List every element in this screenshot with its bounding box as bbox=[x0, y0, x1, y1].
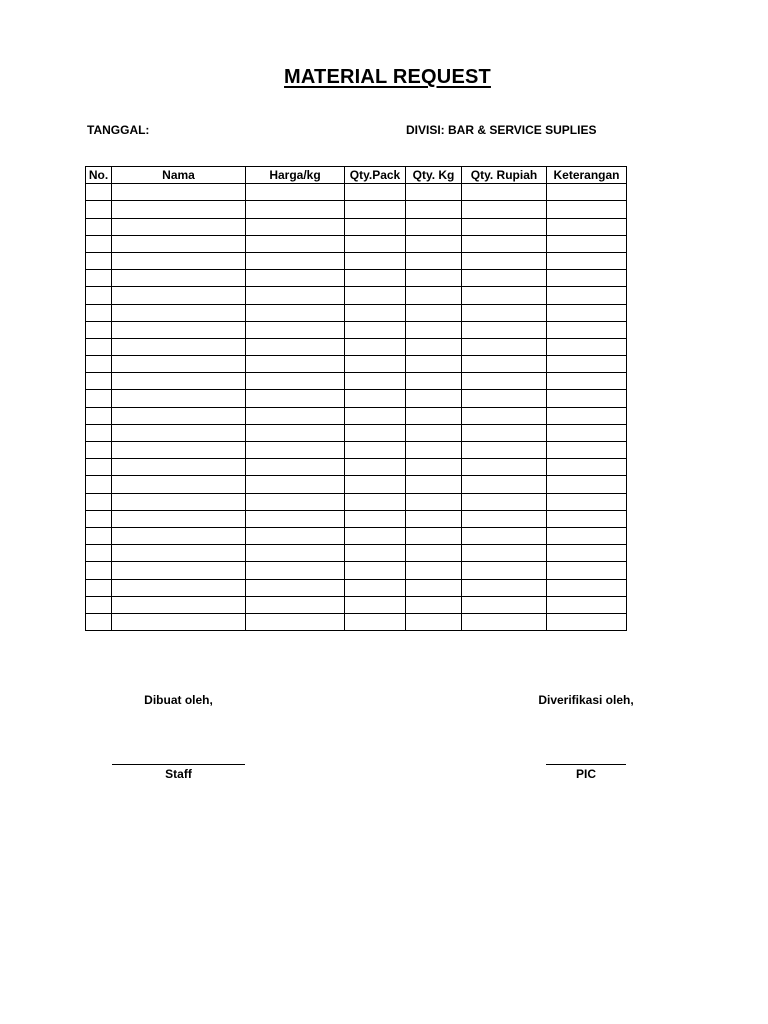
table-cell bbox=[547, 424, 627, 441]
table-cell bbox=[547, 459, 627, 476]
table-row bbox=[86, 510, 627, 527]
table-header bbox=[86, 167, 627, 184]
table-cell bbox=[547, 510, 627, 527]
table-cell bbox=[345, 338, 406, 355]
table-cell bbox=[246, 356, 345, 373]
table-cell bbox=[406, 407, 462, 424]
table-row bbox=[86, 321, 627, 338]
table-cell bbox=[246, 510, 345, 527]
table-cell bbox=[86, 287, 112, 304]
table-row bbox=[86, 424, 627, 441]
table-cell bbox=[547, 562, 627, 579]
table-cell bbox=[86, 184, 112, 201]
table-row bbox=[86, 493, 627, 510]
table-cell bbox=[345, 424, 406, 441]
table-cell bbox=[406, 270, 462, 287]
table-cell bbox=[547, 201, 627, 218]
table-cell bbox=[406, 493, 462, 510]
table-cell bbox=[462, 304, 547, 321]
table-cell bbox=[86, 562, 112, 579]
table-cell bbox=[345, 235, 406, 252]
table-cell bbox=[547, 184, 627, 201]
table-row bbox=[86, 201, 627, 218]
table-cell bbox=[406, 218, 462, 235]
table-cell bbox=[345, 390, 406, 407]
table-cell bbox=[547, 596, 627, 613]
table-cell bbox=[462, 527, 547, 544]
table-cell bbox=[112, 338, 246, 355]
table-cell bbox=[462, 235, 547, 252]
table-cell bbox=[345, 596, 406, 613]
table-cell bbox=[345, 201, 406, 218]
table-cell bbox=[246, 424, 345, 441]
table-cell bbox=[547, 218, 627, 235]
table-cell bbox=[86, 356, 112, 373]
table-row bbox=[86, 579, 627, 596]
table-cell bbox=[86, 459, 112, 476]
header-row bbox=[86, 167, 627, 184]
column-header-qty-rupiah: Qty. Rupiah bbox=[462, 167, 547, 184]
table-cell bbox=[406, 613, 462, 630]
table-cell bbox=[345, 321, 406, 338]
table-cell bbox=[406, 596, 462, 613]
table-cell bbox=[112, 476, 246, 493]
table-cell bbox=[246, 184, 345, 201]
table-cell bbox=[112, 373, 246, 390]
table-cell bbox=[246, 476, 345, 493]
table-row bbox=[86, 373, 627, 390]
table-cell bbox=[246, 442, 345, 459]
table-cell bbox=[246, 201, 345, 218]
table-cell bbox=[246, 287, 345, 304]
table-cell bbox=[86, 218, 112, 235]
table-row bbox=[86, 184, 627, 201]
table-cell bbox=[462, 596, 547, 613]
table-cell bbox=[462, 476, 547, 493]
table-cell bbox=[547, 373, 627, 390]
table-row bbox=[86, 476, 627, 493]
staff-signature-line bbox=[112, 764, 245, 765]
table-cell bbox=[462, 270, 547, 287]
column-header-no: No. bbox=[86, 167, 112, 184]
table-row bbox=[86, 527, 627, 544]
table-row bbox=[86, 270, 627, 287]
table-cell bbox=[86, 270, 112, 287]
table-cell bbox=[345, 476, 406, 493]
table-cell bbox=[86, 321, 112, 338]
table-row bbox=[86, 356, 627, 373]
table-row bbox=[86, 545, 627, 562]
table-cell bbox=[462, 338, 547, 355]
table-cell bbox=[86, 390, 112, 407]
table-cell bbox=[547, 287, 627, 304]
pic-signature-line bbox=[546, 764, 626, 765]
table-cell bbox=[86, 579, 112, 596]
table-cell bbox=[406, 527, 462, 544]
table-cell bbox=[345, 184, 406, 201]
table-cell bbox=[112, 287, 246, 304]
table-cell bbox=[345, 527, 406, 544]
table-cell bbox=[112, 527, 246, 544]
table-cell bbox=[345, 304, 406, 321]
table-cell bbox=[246, 373, 345, 390]
table-cell bbox=[112, 407, 246, 424]
table-cell bbox=[462, 373, 547, 390]
column-header-keterangan: Keterangan bbox=[547, 167, 627, 184]
table-cell bbox=[112, 579, 246, 596]
table-cell bbox=[406, 476, 462, 493]
column-header-nama: Nama bbox=[112, 167, 246, 184]
table-row bbox=[86, 235, 627, 252]
table-cell bbox=[112, 545, 246, 562]
page-title: MATERIAL REQUEST bbox=[284, 66, 491, 88]
table-cell bbox=[345, 579, 406, 596]
table-cell bbox=[547, 493, 627, 510]
table-cell bbox=[462, 407, 547, 424]
table-cell bbox=[112, 201, 246, 218]
table-cell bbox=[406, 510, 462, 527]
table-row bbox=[86, 287, 627, 304]
table-cell bbox=[462, 184, 547, 201]
table-cell bbox=[462, 287, 547, 304]
table-cell bbox=[112, 442, 246, 459]
table-cell bbox=[86, 596, 112, 613]
column-header-qty-kg: Qty. Kg bbox=[406, 167, 462, 184]
table-cell bbox=[246, 579, 345, 596]
table-cell bbox=[246, 613, 345, 630]
table-cell bbox=[547, 476, 627, 493]
table-cell bbox=[462, 321, 547, 338]
table-cell bbox=[345, 270, 406, 287]
table-cell bbox=[86, 373, 112, 390]
table-cell bbox=[406, 442, 462, 459]
table-cell bbox=[86, 407, 112, 424]
table-cell bbox=[406, 390, 462, 407]
table-cell bbox=[406, 287, 462, 304]
table-cell bbox=[345, 493, 406, 510]
table-cell bbox=[406, 201, 462, 218]
table-cell bbox=[547, 613, 627, 630]
table-cell bbox=[246, 459, 345, 476]
table-cell bbox=[112, 252, 246, 269]
table-cell bbox=[246, 218, 345, 235]
table-cell bbox=[345, 442, 406, 459]
table-cell bbox=[112, 321, 246, 338]
table-cell bbox=[345, 510, 406, 527]
table-cell bbox=[86, 545, 112, 562]
table-cell bbox=[112, 270, 246, 287]
pic-role-label: PIC bbox=[575, 767, 596, 781]
table-cell bbox=[462, 201, 547, 218]
table-cell bbox=[86, 442, 112, 459]
table-cell bbox=[246, 407, 345, 424]
table-cell bbox=[86, 201, 112, 218]
table-cell bbox=[406, 545, 462, 562]
table-cell bbox=[462, 545, 547, 562]
tanggal-label: TANGGAL: bbox=[87, 123, 150, 137]
table-cell bbox=[86, 493, 112, 510]
table-cell bbox=[345, 407, 406, 424]
table-cell bbox=[406, 321, 462, 338]
table-cell bbox=[406, 184, 462, 201]
table-cell bbox=[112, 184, 246, 201]
table-cell bbox=[547, 252, 627, 269]
table-cell bbox=[345, 373, 406, 390]
table-cell bbox=[246, 304, 345, 321]
table-cell bbox=[86, 424, 112, 441]
table-row bbox=[86, 252, 627, 269]
table-cell bbox=[547, 338, 627, 355]
table-cell bbox=[547, 356, 627, 373]
table-cell bbox=[547, 527, 627, 544]
table-cell bbox=[112, 304, 246, 321]
table-cell bbox=[112, 218, 246, 235]
table-cell bbox=[462, 442, 547, 459]
table-cell bbox=[462, 356, 547, 373]
table-cell bbox=[112, 459, 246, 476]
table-row bbox=[86, 562, 627, 579]
table-cell bbox=[462, 390, 547, 407]
table-row bbox=[86, 304, 627, 321]
table-cell bbox=[246, 235, 345, 252]
table-cell bbox=[462, 459, 547, 476]
table-cell bbox=[462, 252, 547, 269]
table-cell bbox=[547, 442, 627, 459]
table-cell bbox=[462, 424, 547, 441]
table-cell bbox=[86, 510, 112, 527]
table-cell bbox=[462, 493, 547, 510]
table-cell bbox=[462, 218, 547, 235]
table-cell bbox=[547, 321, 627, 338]
table-cell bbox=[86, 235, 112, 252]
table-cell bbox=[345, 613, 406, 630]
table-cell bbox=[112, 596, 246, 613]
table-cell bbox=[406, 338, 462, 355]
table-cell bbox=[86, 304, 112, 321]
table-cell bbox=[86, 613, 112, 630]
table-cell bbox=[406, 459, 462, 476]
table-cell bbox=[246, 545, 345, 562]
table-cell bbox=[547, 579, 627, 596]
table-cell bbox=[462, 579, 547, 596]
divisi-label: DIVISI: BAR & SERVICE SUPLIES bbox=[406, 123, 597, 137]
table-cell bbox=[112, 390, 246, 407]
table-cell bbox=[86, 476, 112, 493]
table-cell bbox=[86, 527, 112, 544]
table-cell bbox=[246, 596, 345, 613]
table-cell bbox=[246, 390, 345, 407]
table-row bbox=[86, 390, 627, 407]
table-cell bbox=[246, 493, 345, 510]
table-cell bbox=[86, 252, 112, 269]
table-cell bbox=[547, 235, 627, 252]
table-cell bbox=[112, 235, 246, 252]
dibuat-oleh-label: Dibuat oleh, bbox=[144, 693, 213, 707]
table-cell bbox=[406, 235, 462, 252]
table-cell bbox=[547, 304, 627, 321]
table-cell bbox=[246, 270, 345, 287]
table-cell bbox=[406, 356, 462, 373]
table-cell bbox=[246, 252, 345, 269]
table-cell bbox=[246, 562, 345, 579]
table-cell bbox=[345, 459, 406, 476]
column-header-qty-pack: Qty.Pack bbox=[345, 167, 406, 184]
table-cell bbox=[345, 218, 406, 235]
table-row bbox=[86, 218, 627, 235]
table-cell bbox=[406, 424, 462, 441]
table-cell bbox=[547, 390, 627, 407]
table-cell bbox=[112, 613, 246, 630]
table-cell bbox=[86, 338, 112, 355]
table-cell bbox=[112, 356, 246, 373]
table-cell bbox=[112, 493, 246, 510]
table-cell bbox=[246, 338, 345, 355]
table-cell bbox=[547, 545, 627, 562]
table-cell bbox=[406, 562, 462, 579]
table-cell bbox=[406, 304, 462, 321]
table-row bbox=[86, 613, 627, 630]
table-cell bbox=[112, 562, 246, 579]
table-row bbox=[86, 596, 627, 613]
table-cell bbox=[112, 510, 246, 527]
table-row bbox=[86, 407, 627, 424]
table-cell bbox=[246, 527, 345, 544]
table-cell bbox=[345, 562, 406, 579]
material-request-table bbox=[85, 166, 627, 631]
table-row bbox=[86, 442, 627, 459]
table-cell bbox=[246, 321, 345, 338]
table-cell bbox=[345, 252, 406, 269]
table-row bbox=[86, 338, 627, 355]
table-cell bbox=[547, 407, 627, 424]
table-cell bbox=[547, 270, 627, 287]
table-cell bbox=[462, 562, 547, 579]
table-cell bbox=[406, 252, 462, 269]
diverifikasi-oleh-label: Diverifikasi oleh, bbox=[538, 693, 634, 707]
table-cell bbox=[112, 424, 246, 441]
table-cell bbox=[345, 287, 406, 304]
table-cell bbox=[406, 579, 462, 596]
table-cell bbox=[345, 356, 406, 373]
table-cell bbox=[345, 545, 406, 562]
column-header-harga: Harga/kg bbox=[246, 167, 345, 184]
staff-role-label: Staff bbox=[165, 767, 192, 781]
table-row bbox=[86, 459, 627, 476]
table-cell bbox=[462, 613, 547, 630]
table-body bbox=[86, 184, 627, 631]
table-cell bbox=[462, 510, 547, 527]
table-cell bbox=[406, 373, 462, 390]
